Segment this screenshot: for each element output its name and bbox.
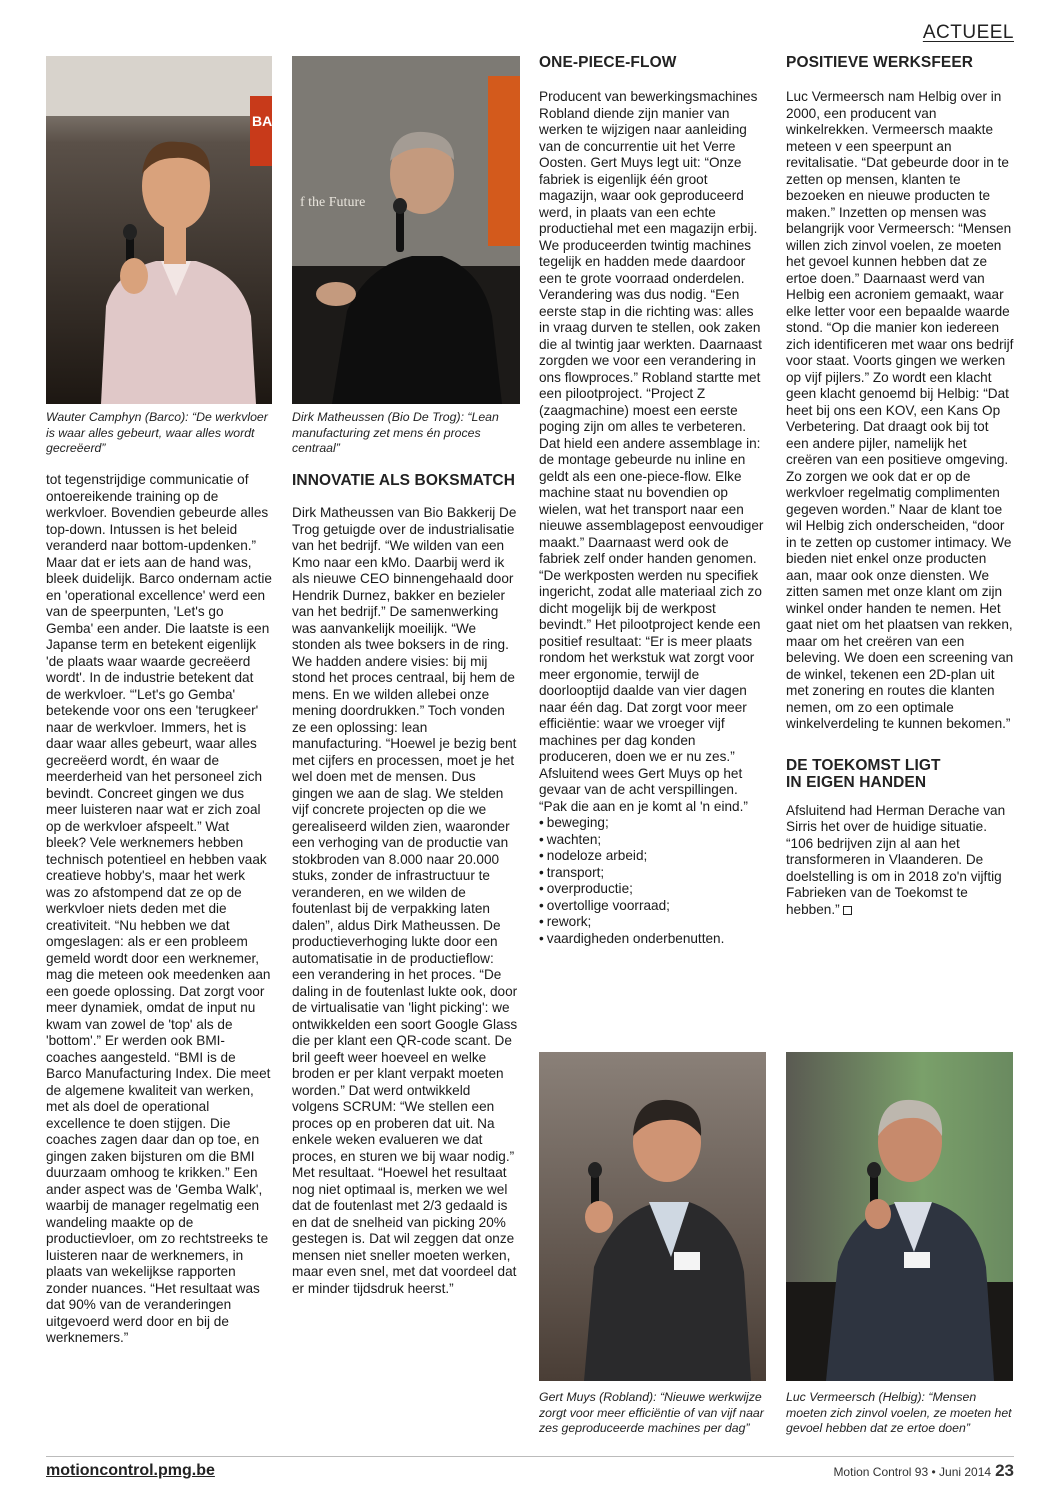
section-heading: ONE-PIECE-FLOW — [539, 54, 677, 71]
body-text: Producent van bewerkingsmachines Robland diende zijn manier van werken te wijzigen naar aanleiding van de concurrentie uit het Verre Oosten. Gert Muys legt uit: “Onze fabriek is eigenlijk één groot magazijn, waar ook geproduceerd werd, in plaats van een echte productiehal met een magazijn erbij. We produceerden twintig machines tegelijk en hadden mede daardoor een te grote voorraad onderdelen. Verandering was dus nodig. “Een eerste stap in die richting was: alles in vraag durven te stellen, ook zaken die al twintig jaar werkten. Daarnaast zorgden we voor een verandering in ons flowproces.” Robland startte met een pilootproject. “Project Z (zaagmachine) moest een eerste poging zijn om alles te verbeteren. Dat hield een andere assemblage in: de montage gebeurde nu inline en geldt als een one-piece-flow. Elke machine staat nu bovendien op wielen, wat het transport naar een nieuwe assemblagepost eenvoudiger maakt.” Daarnaast werd ook de fabriek zelf onder handen genomen. “De werkposten werden nu specifiek ingericht, zodat alle materiaal zich zo dicht mogelijk bij de werkpost bevindt.” Het pilootproject kende een positief resultaat: “Er is meer plaats rondom het werkstuk wat zorgt voor meer ergonomie, terwijl de doorlooptijd daalde van vier dagen naar één dag. Dat zorgt voor meer efficiëntie: waar we vroeger vijf machines per dag konden produceren, doen we er nu zes.” Afsluitend wees Gert Muys op het gevaar van de acht verspillingen. “Pak die aan en je komt al 'n eind.” — [539, 89, 764, 814]
photo-caption: Luc Vermeersch (Helbig): “Mensen moeten zich zinvol voelen, ze moeten het gevoel hebben dat ze ertoe doen” — [786, 1390, 1012, 1435]
backdrop-text-1: BA — [252, 113, 272, 129]
list-item: • overtollige voorraad; — [539, 898, 765, 915]
photo-caption: Wauter Camphyn (Barco): “De werkvloer is waar alles gebeurt, waar alles wordt gecreëerd” — [46, 410, 268, 455]
photo-wauter-camphyn — [46, 56, 272, 404]
waste-list — [539, 815, 765, 947]
footer-issue — [833, 1461, 1014, 1481]
article-column-3 — [539, 54, 765, 947]
section-heading: DE TOEKOMST LIGT IN EIGEN HANDEN — [786, 756, 941, 791]
list-item: • nodeloze arbeid; — [539, 848, 765, 865]
end-mark-icon — [843, 906, 852, 915]
list-item: • vaardigheden onderbenutten. — [539, 931, 765, 948]
body-text: Luc Vermeersch nam Helbig over in 2000, een producent van winkelrekken. Vermeersch maakte meteen v een speerpunt an revitalisatie. “Dat gebeurde door in te zetten op mensen, klanten te bezoeken en nieuwe producten te maken.” Inzetten op mensen was belangrijk voor Vermeersch: “Mensen willen zich zinvol voelen, ze moeten het gevoel kunnen hebben dat ze ertoe doen.” Daarnaast werd van Helbig een acroniem gemaakt, waar elke letter voor een bepaalde waarde stond. “Op die manier kon iedereen zich identificeren met waar ons bedrijf voor staat. Voorts gingen we werken op vijf pijlers.” Zo wordt een klacht geen klacht genoemd bij Helbig: “Dat heet bij ons een KOV, een Kans Op Verbetering. Dat draagt ook bij tot een andere pijler, namelijk het creëren van een positieve omgeving. Zo zorgen we ook dat er op de werkvloer regelmatig complimenten gegeven worden.” Naar de klant toe wil Helbig zich onderscheiden, “door in te zetten op customer intimacy. We bieden niet enkel onze producten aan, maar ook onze diensten. We zitten samen met onze klant om zijn winkel onder handen te nemen. Het gaat niet om het plaatsen van rekken, maar om het creëren van een beleving. We doen een screening van de winkel, tekenen een 2D-plan uit met zonering en routes die klanten nemen, om zo een optimale winkelverdeling te kunnen bekomen.” — [786, 89, 1014, 731]
body-text: Dirk Matheussen van Bio Bakkerij De Trog getuigde over de industrialisatie van het bedrijf. “We wilden van een Kmo naar een kMo. Daarbij werd ik als nieuwe CEO binnengehaald door Hendrik Durnez, bakker en bezieler van het bedrijf.” De samenwerking was aanvankelijk moeilijk. “We stonden als twee boksers in de ring. We hadden andere visies: bij mij stond het proces centraal, bij hem de mens. En we wilden allebei onze mening doordrukken.” Toch vonden ze een oplossing: lean manufacturing. “Hoewel je bezig bent met cijfers en processen, moet je het wel doen met de mensen. Dus gingen we aan de slag. We stelden vijf concrete projecten op die we gerealiseerd wilden zien, waaronder een verhoging van de productie van stokbroden van 8.000 naar 20.000 stuks, zonder de infrastructuur te veranderen, en we wilden de foutenlast bij de verpakking laten dalen”, aldus Dirk Matheussen. De productieverhoging lukte door een automatisatie in de productieflow: een verandering in het proces. “De daling in de foutenlast lukte ook, door de virtualisatie van 'light picking': we ontwikkelden een soort Google Glass die per klant een QR-code scant. De bril geeft weer hoeveel en welke broden er per klant verpakt moeten worden.” Dat werd ontwikkeld volgens SCRUM: “We stellen een proces op en proberen dat uit. Na enkele weken evalueren we dat proces, en sturen we bij waar nodig.” Met resultaat. “Hoewel het resultaat nog niet optimaal is, merken we wel dat de foutenlast met 2/3 gedaald is en dat de snelheid van picking 20% gestegen is. Dat wil zeggen dat onze mensen niet sneller moeten werken, maar even snel, met dat voordeel dat er minder tijdsdruk heerst.” — [292, 505, 518, 1296]
list-item: • overproductie; — [539, 881, 765, 898]
closing-text: Afsluitend had Herman Derache van Sirris het over de huidige situatie. “106 bedrijven zijn al aan het transformeren in Vlaanderen. De doelstelling is om in 2018 zo'n vijftig Fabrieken van de Toekomst te hebben.” — [786, 802, 1006, 917]
photo-luc-vermeersch — [786, 1052, 1013, 1381]
photo-dirk-matheussen — [292, 56, 520, 404]
list-item: • beweging; — [539, 815, 765, 832]
section-heading: POSITIEVE WERKSFEER — [786, 54, 974, 71]
photo-speaker-1 — [46, 56, 272, 404]
photo-speaker-2 — [292, 56, 520, 404]
list-item: • rework; — [539, 914, 765, 931]
photo-speaker-4 — [786, 1052, 1013, 1381]
backdrop-text-2: f the Future — [300, 195, 366, 210]
photo-caption: Gert Muys (Robland): “Nieuwe werkwijze zorgt voor meer efficiëntie of van vijf naar zes geproduceerde machines per dag” — [539, 1390, 764, 1435]
section-heading: INNOVATIE ALS BOKSMATCH — [292, 472, 516, 489]
footer-divider — [46, 1456, 1014, 1457]
footer-website-link[interactable]: motioncontrol.pmg.be — [46, 1462, 215, 1479]
page-number: 23 — [995, 1461, 1014, 1480]
photo-caption: Dirk Matheussen (Bio De Trog): “Lean manufacturing zet mens én proces centraal” — [292, 410, 499, 455]
list-item: • wachten; — [539, 832, 765, 849]
article-column-4 — [786, 54, 1014, 918]
section-tag: ACTUEEL — [922, 22, 1014, 43]
body-text-closing — [786, 803, 1014, 919]
photo-speaker-3 — [539, 1052, 766, 1381]
list-item: • transport; — [539, 865, 765, 882]
photo-gert-muys — [539, 1052, 766, 1381]
article-column-2 — [292, 472, 520, 1297]
issue-label: Motion Control 93 • Juni 2014 — [833, 1465, 992, 1479]
body-text: tot tegenstrijdige communicatie of ontoereikende training op de werkvloer. Bovendien gebeurde alles top-down. Intussen is het beleid veranderd naar bottom-updenken.” Maar dat er iets aan de hand was, bleek duidelijk. Barco ondernam actie en 'operational excellence' werd een van de speerpunten, 'Let's go Gemba' een ander. Die laatste is een Japanse term en betekent eigenlijk 'de plaats waar waarde gecreëerd wordt'. In de industrie betekent dat de werkvloer. “'Let's go Gemba' betekende voor ons een 'terugkeer' naar de werkvloer. Immers, het is daar waar alles gebeurt, waar alles gecreëerd wordt, én waar de meerderheid van het personeel zich bevindt. Concreet gingen we dus meer luisteren naar wat er zich zoal op de werkvloer afspeelt.” Wat bleek? Vele werknemers hebben technisch potentieel en hebben vaak creatieve hobby's, maar het werk was zo afstompend dat ze op de werkvloer niets deden met die creativiteit. “Nu hebben we dat omgeslagen: als er een probleem gemeld wordt door een werknemer, mag die meteen ook meedenken aan een goede oplossing. Dat zorgt voor meer dynamiek, omdat de input nu kwam van zowel de 'top' als de 'bottom'.” Er werden ook BMI-coaches aangesteld. “BMI is de Barco Manufacturing Index. Die meet de algemene kwaliteit van werken, met als doel de operational excellence te doen stijgen. Die coaches zagen daar dan op toe, en gingen zaken bijsturen om die BMI duurzaam omhoog te krikken.” Een ander aspect was de 'Gemba Walk', waarbij de manager regelmatig een wandeling maakte op de productievloer, om zo rechtstreeks te luisteren naar de werknemers, in plaats van wekelijkse rapporten zonder nuances. “Het resultaat was dat 90% van de veranderingen uitgevoerd werd door en bij de werknemers.” — [46, 472, 272, 1345]
article-column-1 — [46, 472, 272, 1347]
